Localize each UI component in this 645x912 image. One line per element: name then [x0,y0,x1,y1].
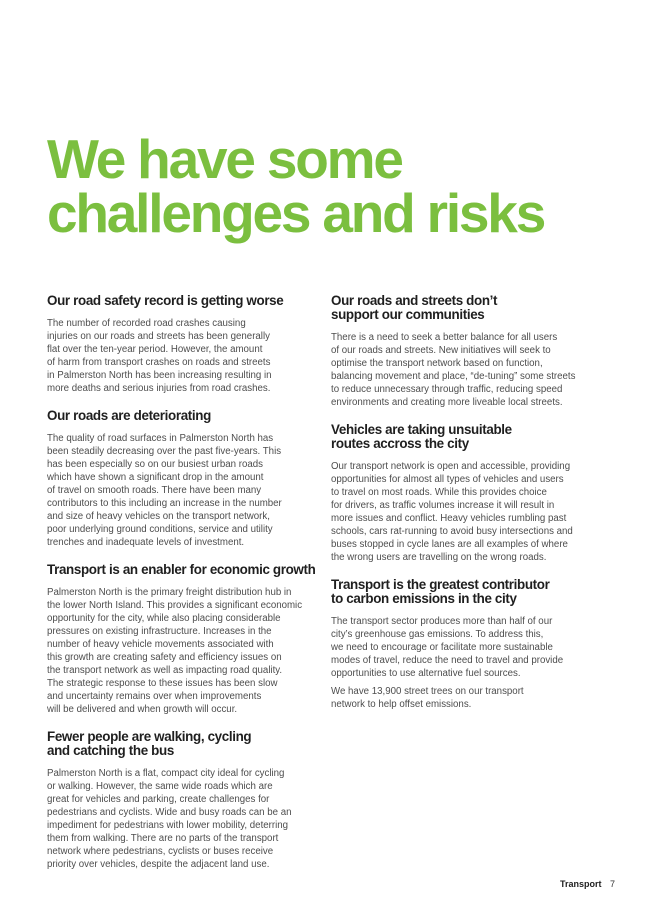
page-title-line: We have some [47,128,402,190]
body-line: The transport sector produces more than half of our [331,616,553,627]
body-line: impediment for pedestrians with lower mobility, deterring [47,820,289,831]
section-heading-line: Transport is the greatest contributor [331,577,550,592]
section-heading-line: Vehicles are taking unsuitable [331,422,512,437]
section-heading-line: Transport is an enabler for economic growth [47,562,316,577]
section [47,562,316,716]
body-line: opportunity for the city, while also placing considerable [47,613,281,624]
body-line: this growth are creating safety and efficiency issues on [47,652,282,663]
body-line: buses stopped in cycle lanes are all examples of where [331,539,568,550]
body-line: or walking. However, the same wide roads which are [47,781,273,792]
section-heading-line: routes accross the city [331,436,469,451]
body-line: and size of heavy vehicles on the transport network, [47,511,270,522]
section [47,730,313,871]
body-line: There is a need to seek a better balance for all users [331,332,558,343]
body-line: flat over the ten-year period. However, the amount [47,344,263,355]
body-line: network to help offset emissions. [331,699,472,710]
page-footer [560,879,615,889]
body-line: the lower North Island. This provides a significant economic [47,600,303,611]
body-paragraph [47,317,313,395]
section-heading [47,730,313,758]
body-line: the wrong users are travelling on the wrong roads. [331,552,547,563]
body-line: to travel on most roads. While this provides choice [331,487,547,498]
body-line: Our transport network is open and accessible, providing [331,461,571,472]
section-heading-line: Our roads are deteriorating [47,408,211,423]
body-line: of our roads and streets. New initiatives will seek to [331,345,551,356]
body-paragraph [47,767,313,871]
section-heading [331,423,599,451]
body-line: we need to encourage or facilitate more sustainable [331,642,553,653]
section-heading-line: support our communities [331,307,485,322]
body-line: optimise the transport network based on function, [331,358,543,369]
section [331,294,599,409]
page-title [47,128,545,244]
body-line: opportunities to use alternative fuel sources. [331,668,521,679]
body-line: to reduce unnecessary through traffic, reducing speed [331,384,563,395]
page-title-line: challenges and risks [47,182,545,244]
body-paragraph [331,615,599,680]
section-heading-line: to carbon emissions in the city [331,591,517,606]
body-line: in Palmerston North has been increasing resulting in [47,370,272,381]
body-line: been steadily decreasing over the past five-years. This [47,446,282,457]
body-line: pedestrians and cyclists. Wide and busy roads can be an [47,807,292,818]
body-line: and uncertainty remains over when improvements [47,691,262,702]
body-line: environments and creating more liveable local streets. [331,397,563,408]
body-line: schools, cars rat-running to avoid busy intersections and [331,526,573,537]
section-heading-line: Our road safety record is getting worse [47,293,284,308]
body-paragraph [331,460,599,564]
section-heading [331,578,599,606]
section [331,423,599,564]
body-line: contributors to this including an increase in the number [47,498,282,509]
footer-section-label: Transport [560,879,602,889]
body-line: injuries on our roads and streets has been generally [47,331,270,342]
body-line: balancing movement and place, “de-tuning” some streets [331,371,576,382]
body-line: network where pedestrians, cyclists or buses receive [47,846,274,857]
right-column [331,294,599,725]
body-line: number of heavy vehicle movements associated with [47,639,274,650]
body-line: of travel on smooth roads. There have been many [47,485,262,496]
body-line: The strategic response to these issues has been slow [47,678,278,689]
body-line: poor underlying ground conditions, service and utility [47,524,273,535]
body-line: priority over vehicles, despite the adjacent land use. [47,859,270,870]
section-heading [47,562,316,577]
section [47,294,313,395]
body-line: more deaths and serious injuries from road crashes. [47,383,271,394]
page-number: 7 [610,879,616,889]
body-line: which have shown a significant drop in the amount [47,472,264,483]
section-heading-line: Our roads and streets don’t [331,293,498,308]
section-heading [47,294,313,308]
body-paragraph [331,685,599,711]
body-line: opportunities for almost all types of vehicles and users [331,474,564,485]
body-line: them from walking. There are no parts of the transport [47,833,279,844]
section-heading-line: Fewer people are walking, cycling [47,729,252,744]
section-heading-line: and catching the bus [47,743,174,758]
section-heading [331,294,599,322]
section [331,578,599,711]
body-line: has been especially so on our busiest urban roads [47,459,263,470]
body-paragraph [331,331,599,409]
body-paragraph [47,432,313,549]
body-line: The quality of road surfaces in Palmerston North has [47,433,274,444]
body-line: great for vehicles and parking, create challenges for [47,794,270,805]
body-line: will be delivered and when growth will occur. [47,704,238,715]
body-line: city’s greenhouse gas emissions. To address this, [331,629,544,640]
body-line: trenches and inadequate levels of investment. [47,537,245,548]
body-line: Palmerston North is a flat, compact city ideal for cycling [47,768,285,779]
body-line: more issues and conflict. Heavy vehicles rumbling past [331,513,567,524]
body-line: We have 13,900 street trees on our transport [331,686,524,697]
body-line: modes of travel, reduce the need to travel and provide [331,655,564,666]
body-line: the transport network as well as impacting road quality. [47,665,283,676]
section [47,409,313,549]
body-line: for drivers, as traffic volumes increase it will result in [331,500,555,511]
body-line: of harm from transport crashes on roads and streets [47,357,271,368]
body-line: The number of recorded road crashes causing [47,318,246,329]
left-column [47,293,316,885]
body-paragraph [47,586,313,716]
body-line: Palmerston North is the primary freight distribution hub in [47,587,292,598]
body-line: pressures on existing infrastructure. Increases in the [47,626,272,637]
section-heading [47,409,313,423]
